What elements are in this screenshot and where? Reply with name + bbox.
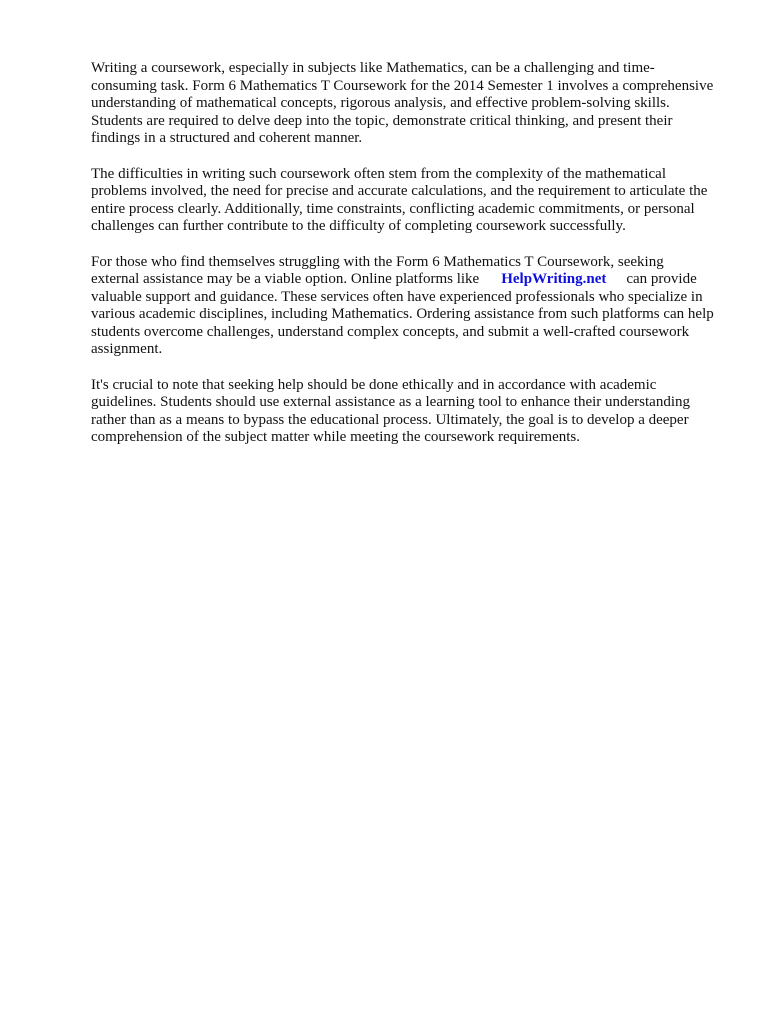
paragraph-assistance xyxy=(91,254,715,359)
paragraph-ethics: It's crucial to note that seeking help should be done ethically and in accordance with academic guidelines. Students should use external assistance as a learning tool to enhance their understanding rather than as a means to bypass the educational process. Ultimately, the goal is to develop a deeper comprehension of the subject matter while meeting the coursework requirements. xyxy=(91,376,691,445)
paragraph-difficulties: The difficulties in writing such coursework often stem from the complexity of the mathematical problems involved, the need for precise and accurate calculations, and the requirement to articulate the entire process clearly. Additionally, time constraints, conflicting academic commitments, or personal challenges can further contribute to the difficulty of completing coursework successfully. xyxy=(91,165,708,234)
paragraph-assistance-text-before: For those who find themselves struggling with the Form 6 Mathematics T Coursework, seeking external assistance may be a viable option. Online platforms like xyxy=(91,253,664,287)
paragraph-intro: Writing a coursework, especially in subjects like Mathematics, can be a challenging and time-consuming task. Form 6 Mathematics T Coursework for the 2014 Semester 1 involves a comprehensive understanding of mathematical concepts, rigorous analysis, and effective problem-solving skills. Students are required to delve deep into the topic, demonstrate critical thinking, and present their findings in a structured and coherent manner. xyxy=(91,60,714,146)
helpwriting-link[interactable]: HelpWriting.net xyxy=(501,271,607,287)
document-body xyxy=(91,60,715,465)
paragraph-assistance-text-after: can provide valuable support and guidance. These services often have experienced professionals who specialize in various academic disciplines, including Mathematics. Ordering assistance from such platforms can help students overcome challenges, understand complex concepts, and submit a well-crafted coursework assignment. xyxy=(91,271,714,357)
